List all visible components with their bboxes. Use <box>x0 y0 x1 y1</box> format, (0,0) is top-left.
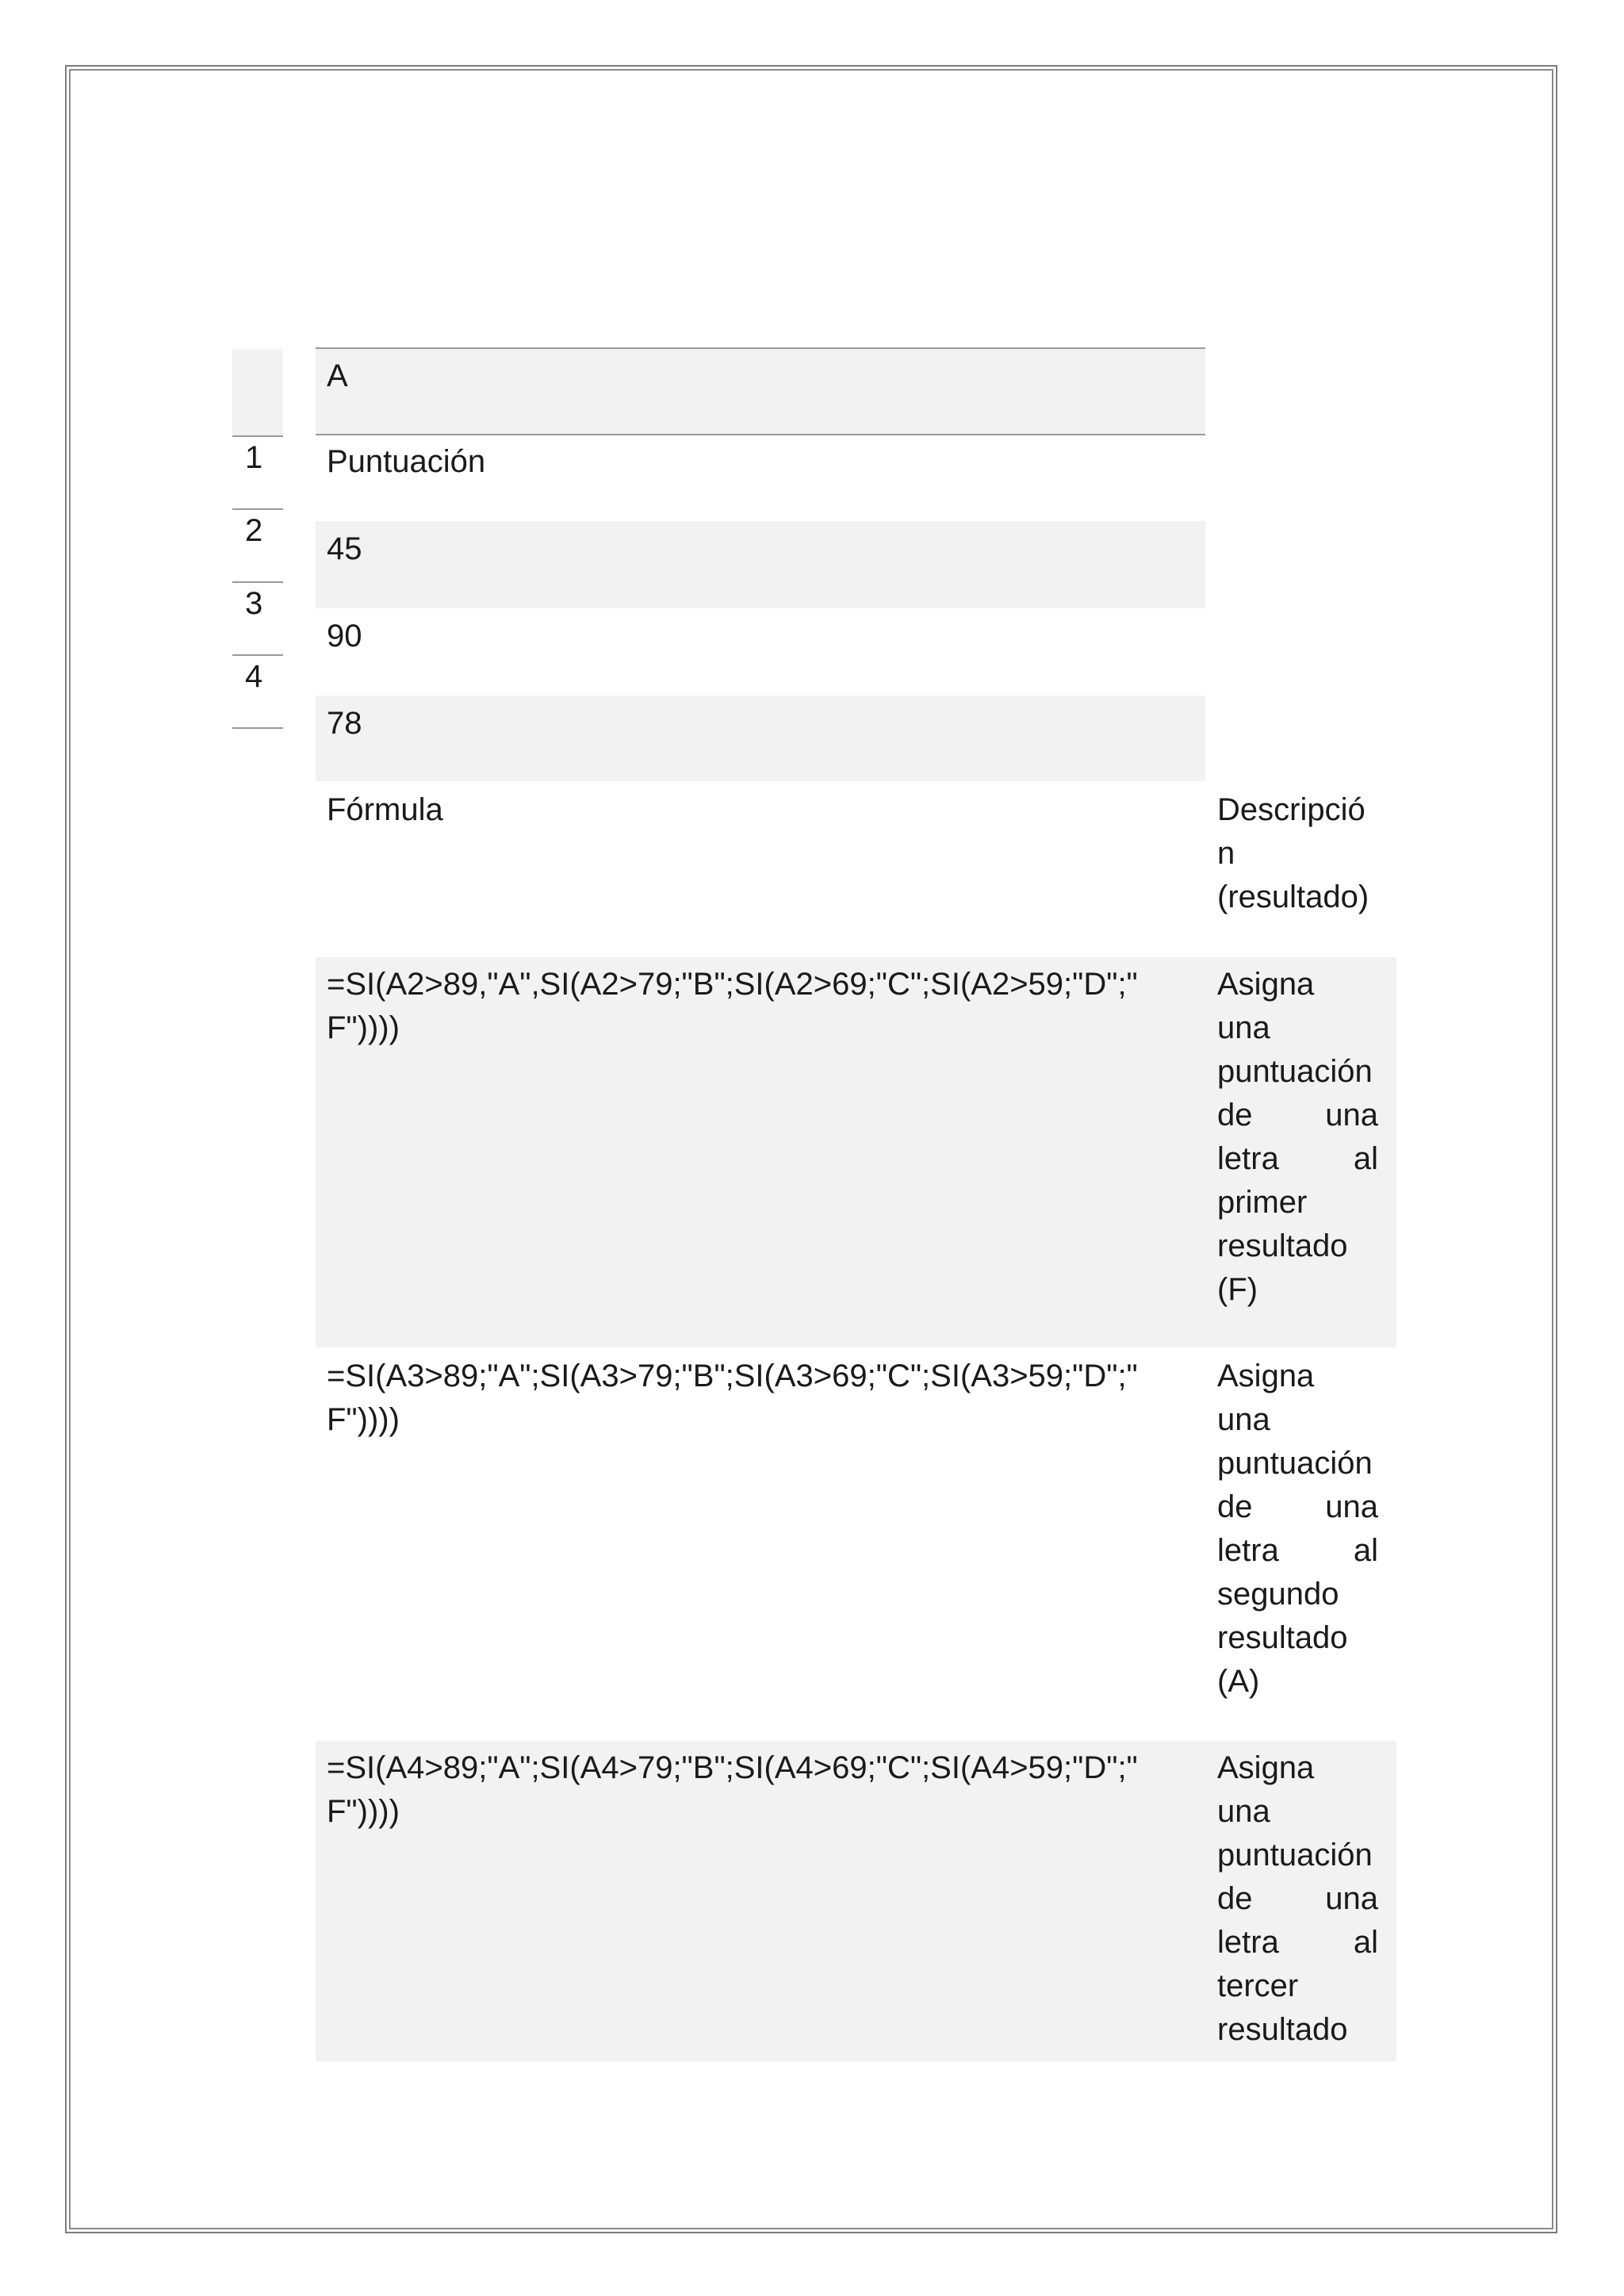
formula-row-1-formula-line-1: =SI(A2>89,"A",SI(A2>79;"B";SI(A2>69;"C";SI(A2>59;"D";" <box>327 967 1138 1002</box>
desc-word: de <box>1217 1489 1253 1524</box>
row-number-3: 3 <box>245 586 263 621</box>
desc-word: letra <box>1217 1925 1279 1960</box>
data-cell-a4: 78 <box>327 706 362 741</box>
desc-line-justified <box>1217 1485 1378 1529</box>
desc-line: tercer <box>1217 1968 1299 2003</box>
desc-word: una <box>1325 1881 1378 1916</box>
desc-line: una <box>1217 1402 1270 1437</box>
desc-word: una <box>1325 1098 1378 1133</box>
formula-row-1-description <box>1217 963 1378 1312</box>
formula-row-3-formula-line-2: F")))) <box>327 1794 400 1829</box>
formula-header: Fórmula <box>327 792 443 827</box>
data-cell-a2: 45 <box>327 531 362 566</box>
column-header-top-border <box>316 347 1205 349</box>
desc-line: Asigna <box>1217 1359 1315 1393</box>
desc-line-justified <box>1217 1529 1378 1573</box>
desc-line: puntuación <box>1217 1054 1373 1089</box>
formula-row-3-description <box>1217 1746 1378 2052</box>
desc-line: Asigna <box>1217 1750 1315 1785</box>
column-header-cell <box>316 349 1205 435</box>
desc-line: una <box>1217 1794 1270 1829</box>
description-header-line-1: Descripció <box>1217 792 1365 827</box>
desc-line: Asigna <box>1217 967 1315 1002</box>
desc-line: puntuación <box>1217 1838 1373 1872</box>
formula-row-2-description <box>1217 1355 1378 1704</box>
formula-row-2-formula-line-2: F")))) <box>327 1402 400 1437</box>
desc-word: de <box>1217 1881 1253 1916</box>
desc-line: segundo <box>1217 1577 1339 1612</box>
desc-word: al <box>1353 1141 1378 1176</box>
row-number-1: 1 <box>245 440 263 475</box>
data-row-a4-bg <box>316 696 1205 781</box>
desc-line-justified <box>1217 1137 1378 1181</box>
column-header-bottom-border <box>316 434 1205 435</box>
desc-line: (F) <box>1217 1272 1258 1307</box>
desc-line-justified <box>1217 1877 1378 1921</box>
formula-row-3-formula-line-1: =SI(A4>89;"A";SI(A4>79;"B";SI(A4>69;"C";SI(A4>59;"D";" <box>327 1750 1138 1785</box>
column-header-label: A <box>327 358 348 393</box>
desc-line: (A) <box>1217 1664 1260 1699</box>
desc-line: una <box>1217 1010 1270 1045</box>
formula-row-2-formula-line-1: =SI(A3>89;"A";SI(A3>79;"B";SI(A3>69;"C";SI(A3>59;"D";" <box>327 1359 1138 1393</box>
desc-word: de <box>1217 1098 1253 1133</box>
desc-line: puntuación <box>1217 1446 1373 1481</box>
description-header-line-2: n <box>1217 836 1235 871</box>
row-gutter-header-cell <box>232 349 283 436</box>
desc-word: una <box>1325 1489 1378 1524</box>
data-row-a2-bg <box>316 521 1205 608</box>
data-cell-a3: 90 <box>327 619 362 654</box>
desc-word: letra <box>1217 1533 1279 1568</box>
desc-line-justified <box>1217 1094 1378 1137</box>
desc-word: al <box>1353 1925 1378 1960</box>
row-number-2: 2 <box>245 513 263 548</box>
desc-line: resultado <box>1217 1620 1348 1655</box>
desc-line: resultado <box>1217 1228 1348 1263</box>
row-number-4: 4 <box>245 659 263 694</box>
description-header-line-3: (resultado) <box>1217 880 1369 914</box>
desc-line: primer <box>1217 1185 1308 1220</box>
data-cell-a1: Puntuación <box>327 444 486 479</box>
desc-word: letra <box>1217 1141 1279 1176</box>
desc-line-justified <box>1217 1921 1378 1964</box>
desc-line: resultado <box>1217 2012 1348 2047</box>
formula-row-1-formula-line-2: F")))) <box>327 1010 400 1045</box>
gutter-divider-5 <box>232 727 283 729</box>
desc-word: al <box>1353 1533 1378 1568</box>
